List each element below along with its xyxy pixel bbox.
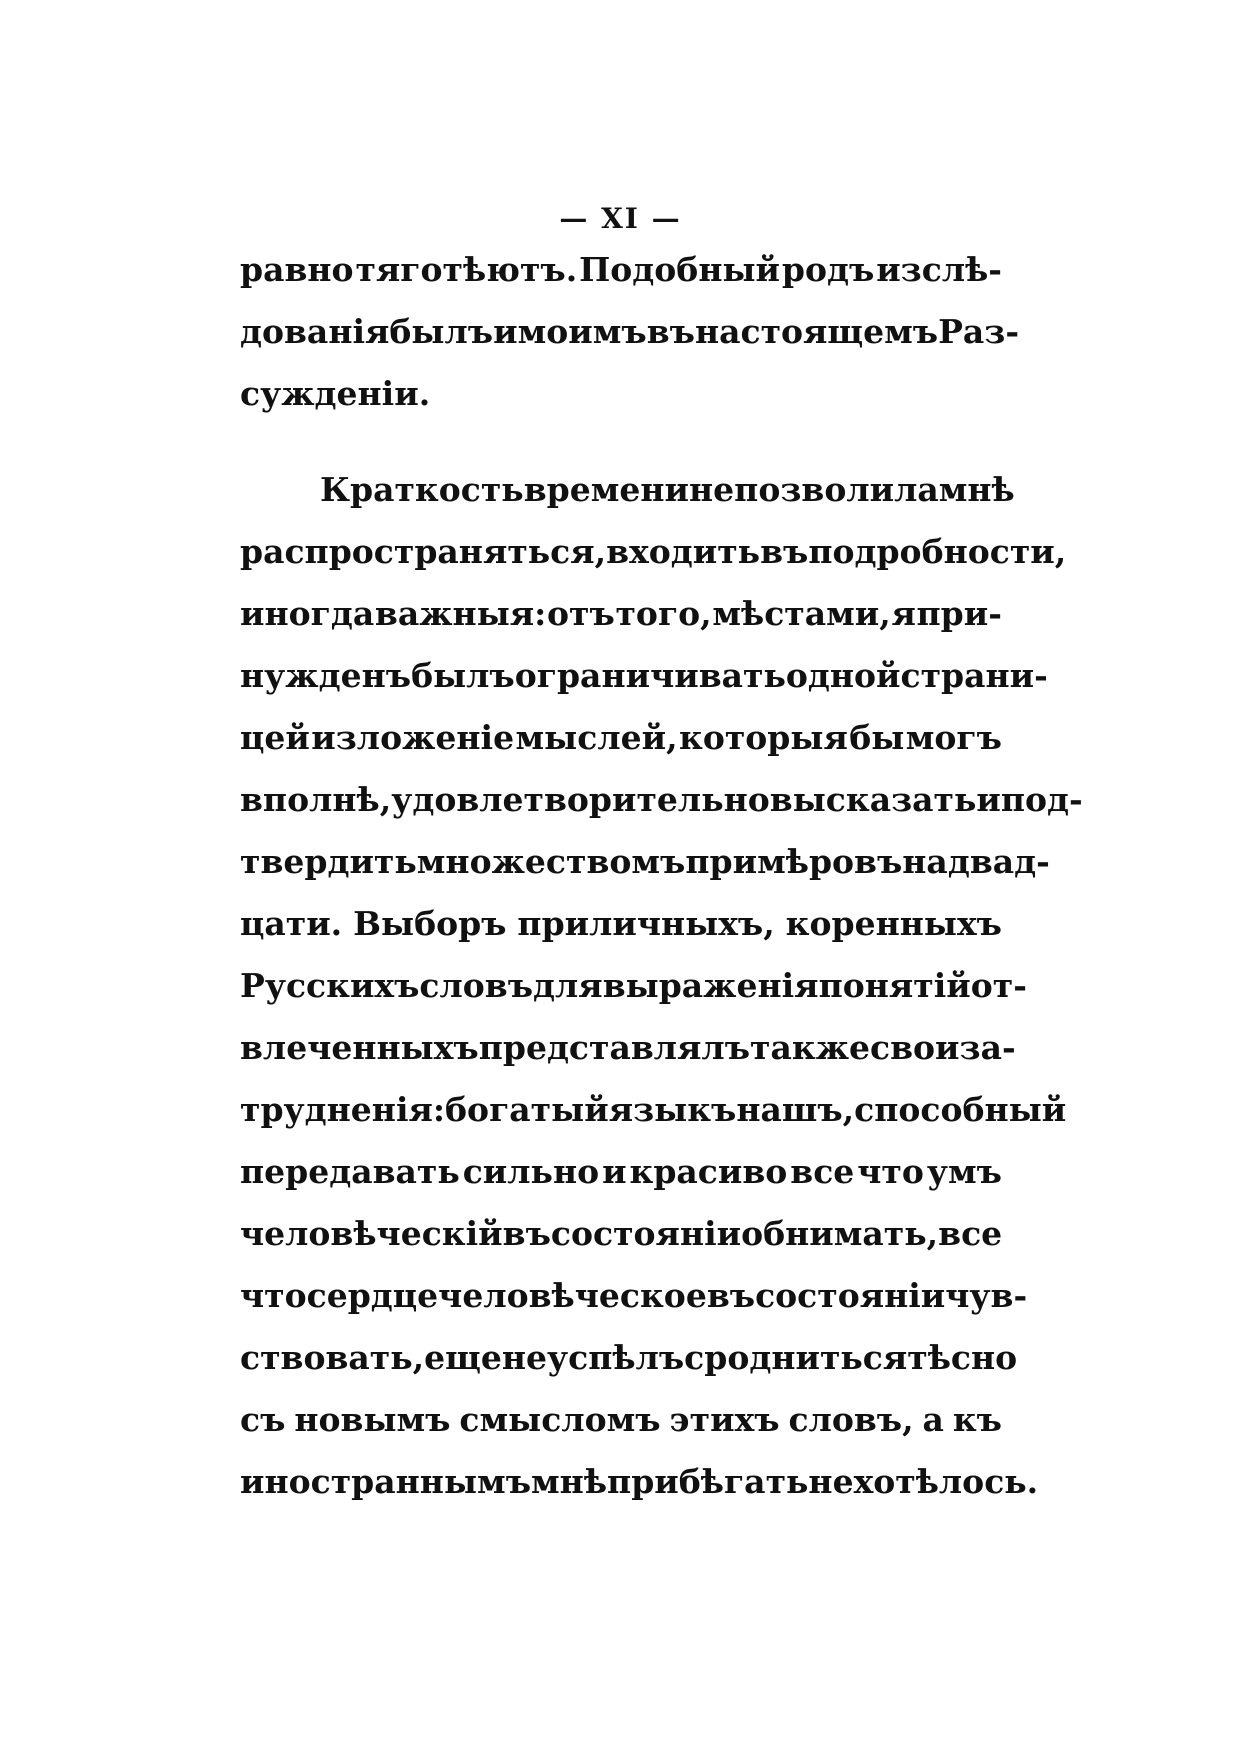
word: чув- [945,1276,1028,1315]
word: настоящемъ [694,312,939,351]
word: также [750,1028,871,1067]
text-line [240,374,1002,436]
word: былъ [411,656,515,695]
word: мнѣ [938,470,1015,509]
word: от- [970,966,1027,1005]
word: свои [870,1028,960,1067]
word: понятій [818,966,971,1005]
text-line [240,470,1015,532]
word: все [938,1214,1003,1253]
word: позволила [734,470,939,509]
text-line [240,1090,1067,1152]
word: страни- [900,656,1048,695]
word: вполнѣ, [240,780,392,819]
text-line [240,1214,1002,1276]
paragraph [240,470,1083,1524]
word: словъ [419,966,534,1005]
word: въ [646,312,695,351]
page-number: — XI — [559,202,682,235]
word: могъ [905,718,1002,757]
word: къ [952,1400,1002,1439]
text-line [240,1338,1018,1400]
word: мѣстами, [712,594,891,633]
text-line [240,1152,1002,1214]
word: множествомъ [416,842,686,881]
word: для [533,966,603,1005]
word: примѣровъ [685,842,903,881]
text-line [240,532,1067,594]
word: и [602,1152,627,1191]
word: и [493,312,518,351]
word: богатый [445,1090,609,1129]
word: что [857,1152,924,1191]
word: все [790,1152,855,1191]
word: умъ [926,1152,1002,1191]
text-line [240,312,1020,374]
word: передавать [240,1152,460,1191]
word: способный [854,1090,1067,1129]
word: не [808,1462,854,1501]
word: коренныхъ [785,904,1002,943]
word: на [902,842,948,881]
word: въ [760,532,809,571]
word: дованія [240,312,390,351]
word: тяготѣютъ. [355,250,578,289]
word: хотѣлось. [853,1462,1039,1501]
word: въ [706,1276,756,1315]
word: смысломъ [459,1400,661,1439]
word: иногда [240,594,375,633]
text-line [240,656,1048,718]
word: обнимать, [741,1214,939,1253]
word: состояніи [755,1276,946,1315]
word: которыя [678,718,848,757]
word: сильно [462,1152,600,1191]
word: ствовать, [240,1338,425,1377]
word: подробности, [808,532,1067,571]
word: еще [424,1338,502,1377]
word: не [689,470,735,509]
word: моимъ [517,312,647,351]
text-line [240,780,1083,842]
word: влеченныхъ [240,1028,479,1067]
word: за- [959,1028,1016,1067]
word: равно [240,250,354,289]
word: я [891,594,916,633]
word: тѣсно [907,1338,1018,1377]
text-line [240,1400,1002,1462]
word: не [501,1338,547,1377]
word: нужденъ [240,656,412,695]
word: удовлетворительно [391,780,770,819]
word: Раз- [938,312,1020,351]
word: и [976,780,1001,819]
word: изложеніе [311,718,515,757]
word: времени [523,470,690,509]
paragraph [240,250,1020,436]
word: былъ [389,312,494,351]
word: одной [785,656,901,695]
word: под- [1000,780,1083,819]
word: что [240,1276,307,1315]
word: Краткость [320,470,524,509]
word: иностраннымъ [240,1462,532,1501]
word: сужденіи. [240,374,431,413]
word: мыслей, [515,718,678,757]
word: новымъ [294,1400,451,1439]
word: словъ, [788,1400,914,1439]
text-line [240,966,1027,1028]
word: цати. [240,904,343,943]
text-line [240,594,1002,656]
word: а [922,1400,944,1439]
word: человѣческое [438,1276,707,1315]
word: состояніи [550,1214,742,1253]
word: Подобный [579,250,781,289]
word: успѣлъ [547,1338,685,1377]
word: представлялъ [478,1028,751,1067]
word: сродниться [684,1338,908,1377]
word: человѣческій [240,1214,503,1253]
word: мнѣ [531,1462,608,1501]
word: ограничивать [514,656,786,695]
word: двад- [947,842,1050,881]
word: при- [916,594,1002,633]
word: важныя: [374,594,547,633]
word: выраженія [602,966,819,1005]
word: Русскихъ [240,966,420,1005]
word: того, [615,594,712,633]
word: съ [240,1400,286,1439]
word: высказать [769,780,977,819]
word: распространяться, [240,532,607,571]
text-line [240,1028,1016,1090]
word: входить [606,532,761,571]
word: родъ [781,250,875,289]
text-block [240,250,1083,1524]
word: сердце [306,1276,439,1315]
text-line [240,904,1002,966]
word: Выборъ [353,904,507,943]
word: трудненія: [240,1090,446,1129]
text-line [240,1276,1028,1338]
word: языкъ [608,1090,737,1129]
text-line [240,1462,1039,1524]
word: твердить [240,842,417,881]
word: красиво [629,1152,788,1191]
text-line [240,718,1002,780]
word: цей [240,718,310,757]
word: бы [849,718,905,757]
word: приличныхъ, [517,904,775,943]
word: изслѣ- [876,250,1002,289]
word: отъ [547,594,615,633]
text-line [240,842,1050,904]
word: прибѣгать [607,1462,809,1501]
word: нашъ, [736,1090,855,1129]
word: этихъ [669,1400,780,1439]
word: въ [502,1214,551,1253]
text-line [240,250,1002,312]
